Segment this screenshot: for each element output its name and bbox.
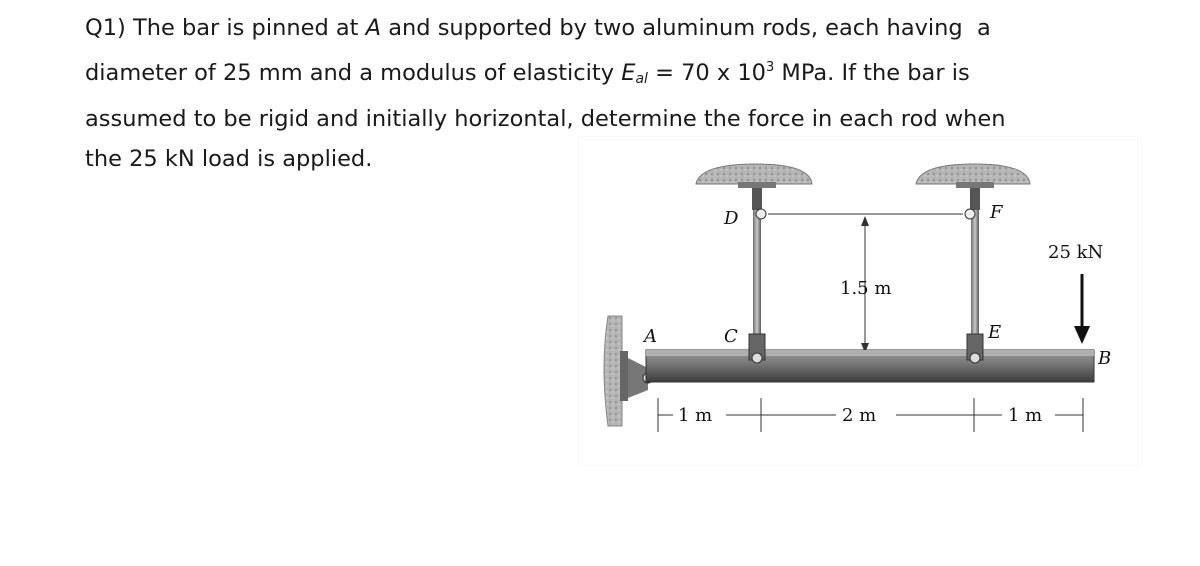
label-e: E: [988, 322, 1002, 343]
pin-d: [756, 209, 766, 219]
question-line-3-text: assumed to be rigid and initially horizontal, determine the force in each rod when: [85, 106, 1006, 132]
question-line-1-text: Q1) The bar is pinned at: [85, 15, 366, 41]
rigid-bar-top-face: [646, 350, 1094, 356]
question-line-4-text: the 25 kN load is applied.: [85, 146, 373, 172]
label-b: B: [1098, 348, 1112, 369]
label-f: F: [990, 202, 1003, 223]
question-line-3: [85, 99, 1145, 139]
figure-svg: [578, 136, 1138, 466]
question-line-1-end: and supported by two aluminum rods, each having a: [381, 15, 991, 41]
question-line-2-start: diameter of 25 mm and a modulus of elasticity: [85, 60, 622, 86]
question-line-2: [85, 48, 1145, 99]
modulus-exponent: 3: [765, 60, 775, 75]
label-d: D: [724, 208, 739, 229]
modulus-subscript: al: [635, 71, 648, 87]
pin-f: [965, 209, 975, 219]
dim-ce-label: 2 m: [842, 405, 877, 426]
modulus-symbol: E: [621, 60, 636, 86]
clevis-c: [749, 334, 765, 363]
point-a-ref: A: [365, 15, 382, 41]
question-line-2-mid: = 70 x 10: [647, 60, 766, 86]
dim-eb-label: 1 m: [1008, 405, 1043, 426]
clevis-e: [967, 334, 983, 363]
question-line-2-end: MPa. If the bar is: [774, 60, 970, 86]
label-a: A: [644, 326, 657, 347]
problem-figure: [578, 136, 1138, 466]
label-c: C: [724, 326, 738, 347]
dim-ac-label: 1 m: [678, 405, 713, 426]
rod-height-label: 1.5 m: [840, 278, 892, 299]
question-line-1: [85, 8, 1145, 48]
load-label: 25 kN: [1048, 242, 1104, 263]
